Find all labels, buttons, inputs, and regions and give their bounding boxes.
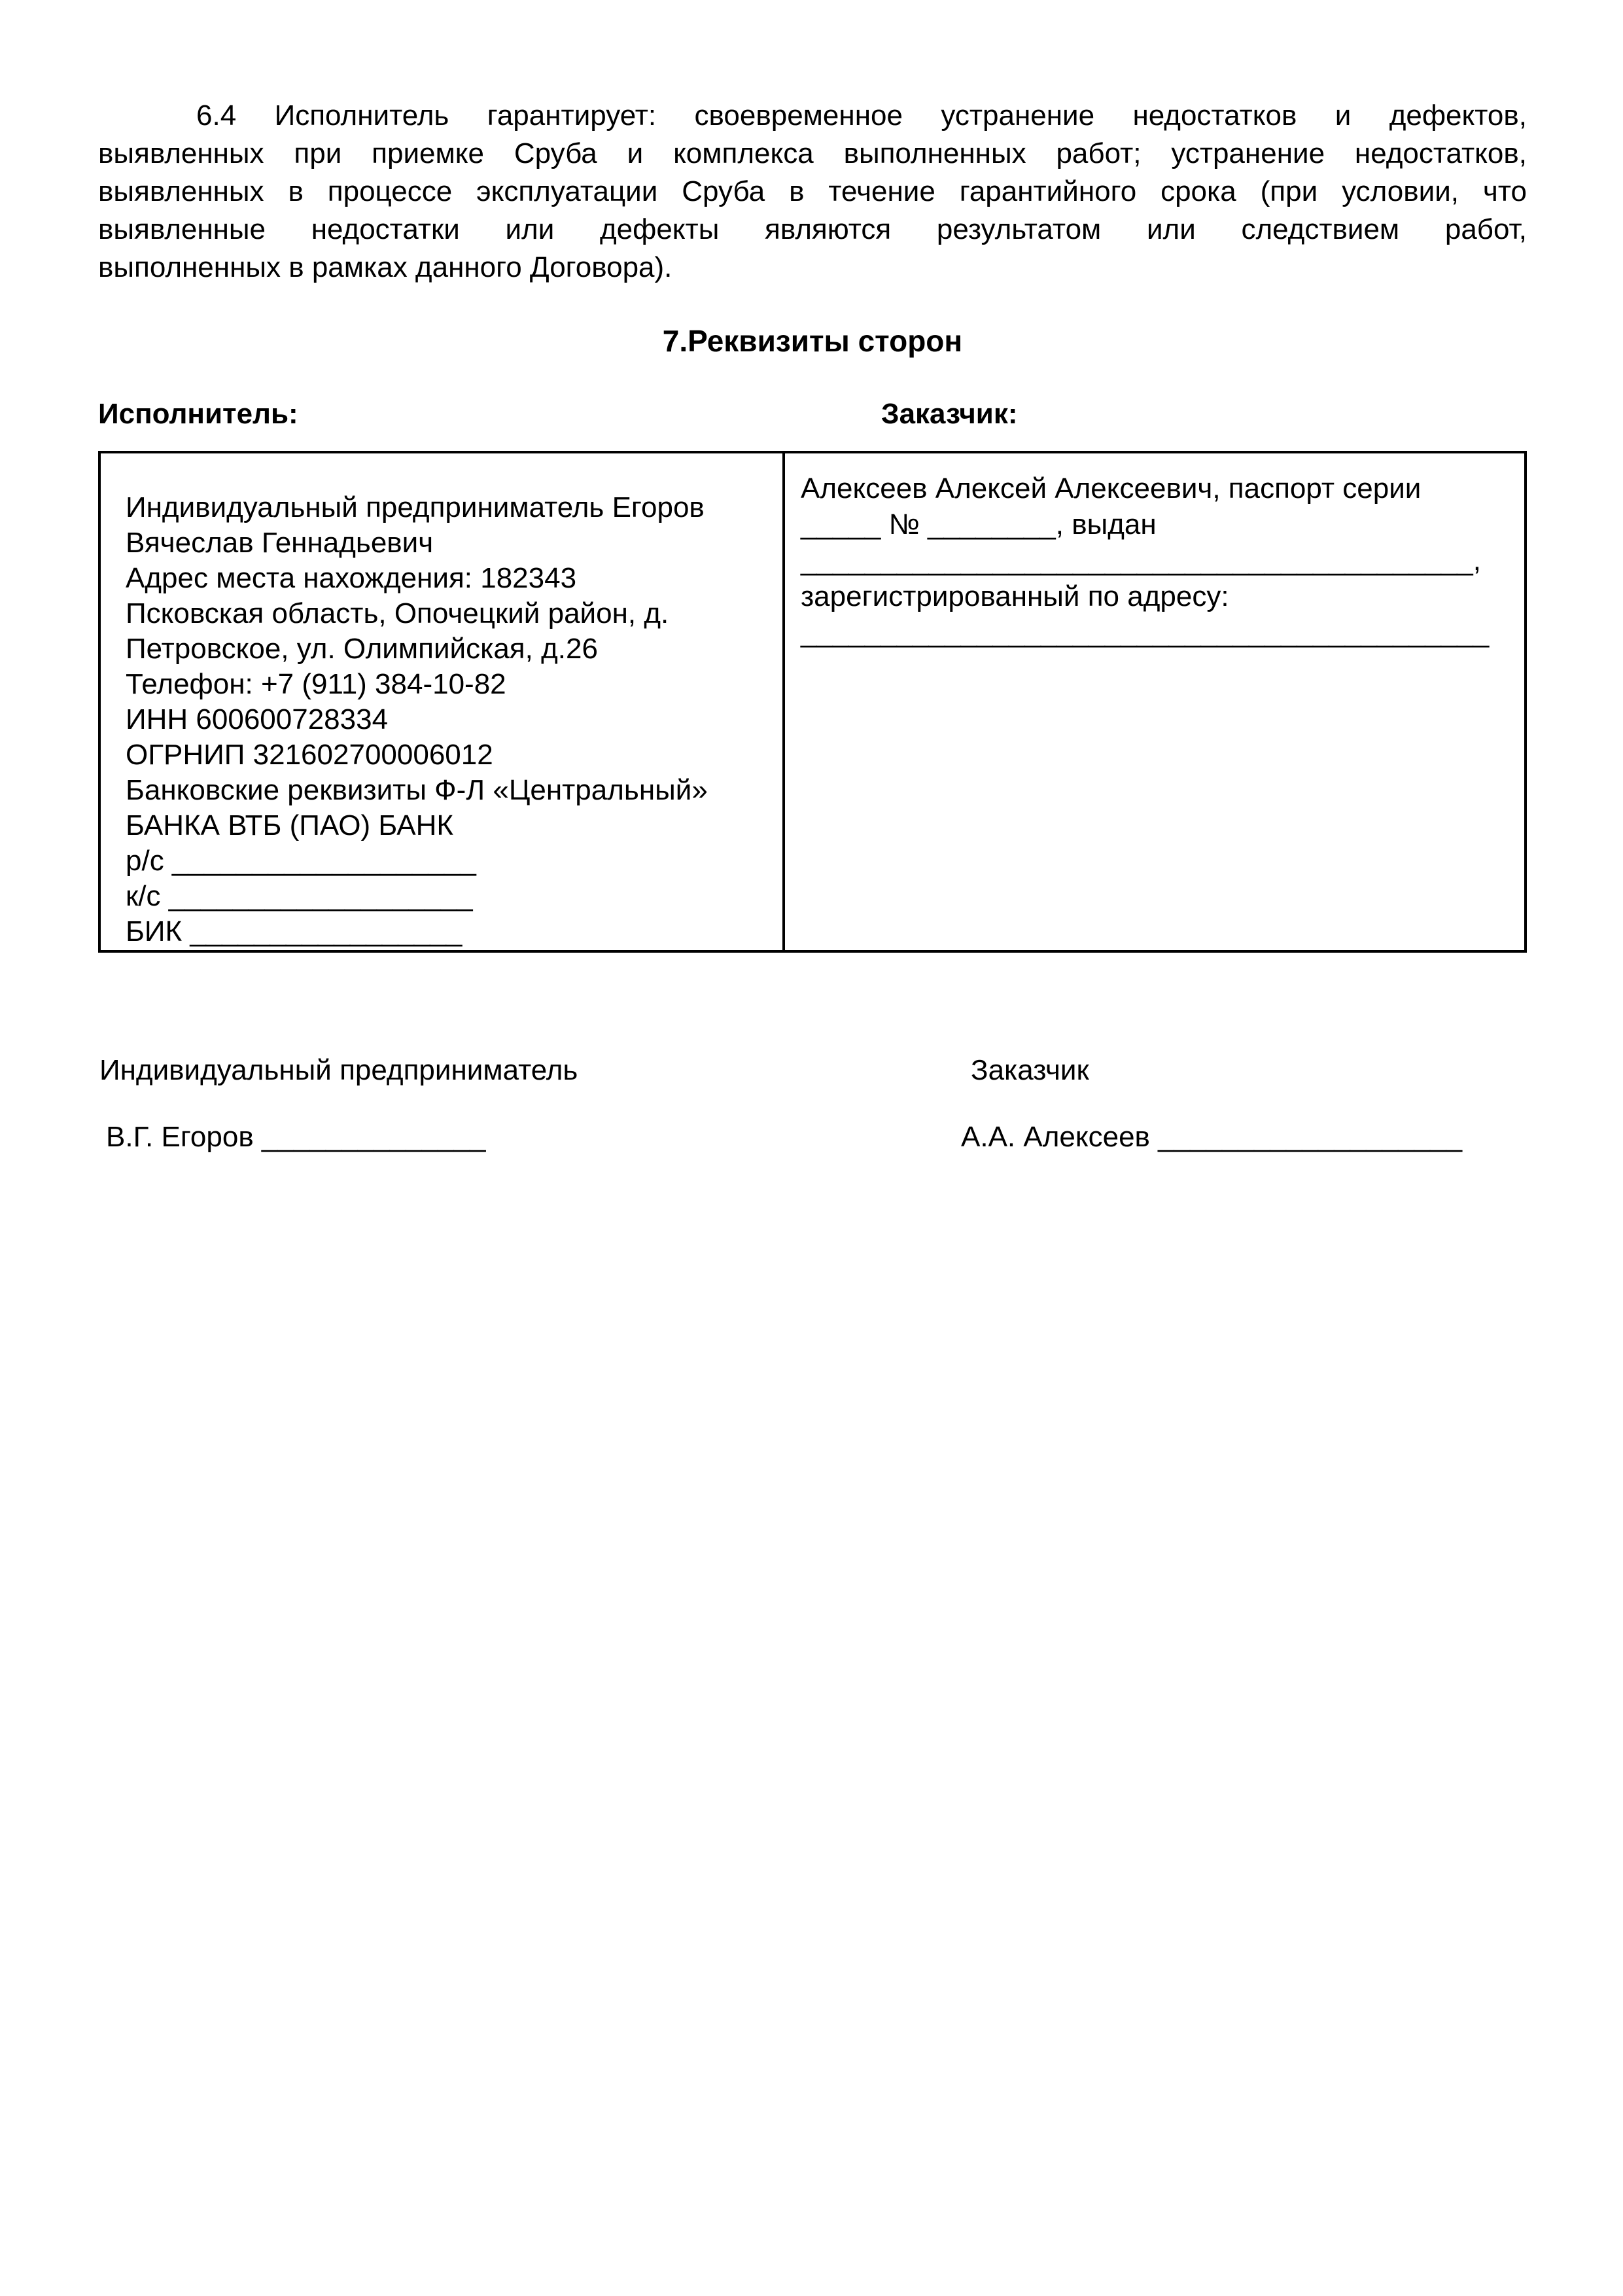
executor-signature-title: Индивидуальный предприниматель [99, 1054, 578, 1086]
requisites-table [98, 451, 1527, 953]
executor-requisites-cell [101, 453, 785, 950]
executor-requisite-line: ИНН 600600728334 [126, 703, 389, 735]
executor-requisite-line: Индивидуальный предприниматель Егоров [126, 491, 705, 523]
customer-requisite-line-passport-number-blank: _____ № ________, выдан [801, 508, 1157, 540]
executor-requisite-line-settlement-account-blank: р/с ___________________ [126, 845, 476, 877]
section-7-heading: 7.Реквизиты сторон [662, 324, 963, 358]
customer-signature-line: А.А. Алексеев ___________________ [961, 1121, 1463, 1153]
executor-signature-line: В.Г. Егоров ______________ [106, 1121, 486, 1153]
clause-6-4-line: выявленных при приемке Сруба и комплекса выполненных работ; устранение недостатков, [98, 137, 1527, 169]
customer-requisite-line-address-blank: ___________________________________________ [801, 616, 1490, 648]
executor-label: Исполнитель: [98, 398, 298, 430]
executor-requisite-line: ОГРНИП 321602700006012 [126, 739, 493, 771]
executor-requisite-line-correspondent-account-blank: к/с ___________________ [126, 880, 473, 912]
executor-requisite-line: Петровское, ул. Олимпийская, д.26 [126, 633, 598, 665]
clause-6-4-line: выполненных в рамках данного Договора). [98, 251, 672, 283]
clause-6-4-line: выявленные недостатки или дефекты являются результатом или следствием работ, [98, 213, 1527, 245]
clause-6-4-line: 6.4 Исполнитель гарантирует: своевременное устранение недостатков и дефектов, [196, 99, 1527, 132]
executor-requisite-line: Телефон: +7 (911) 384-10-82 [126, 668, 506, 700]
customer-requisite-line: зарегистрированный по адресу: [801, 580, 1229, 612]
customer-signature-title: Заказчик [971, 1054, 1089, 1086]
customer-requisite-line: Алексеев Алексей Алексеевич, паспорт серии [801, 472, 1422, 504]
customer-requisites-cell [785, 453, 1524, 950]
executor-requisite-line: Вячеслав Геннадьевич [126, 527, 434, 559]
executor-requisite-line: Банковские реквизиты Ф-Л «Центральный» [126, 774, 708, 806]
customer-requisite-line-issued-by-blank: __________________________________________, [801, 544, 1481, 576]
clause-6-4-paragraph [98, 97, 1527, 287]
executor-requisite-line-bik-blank: БИК _________________ [126, 915, 462, 947]
executor-requisite-line: Псковская область, Опочецкий район, д. [126, 597, 669, 629]
executor-requisite-line: БАНКА ВТБ (ПАО) БАНК [126, 809, 454, 841]
clause-6-4-line: выявленных в процессе эксплуатации Сруба в течение гарантийного срока (при условии, что [98, 175, 1527, 207]
executor-requisite-line: Адрес места нахождения: 182343 [126, 562, 577, 594]
customer-label: Заказчик: [881, 398, 1018, 430]
